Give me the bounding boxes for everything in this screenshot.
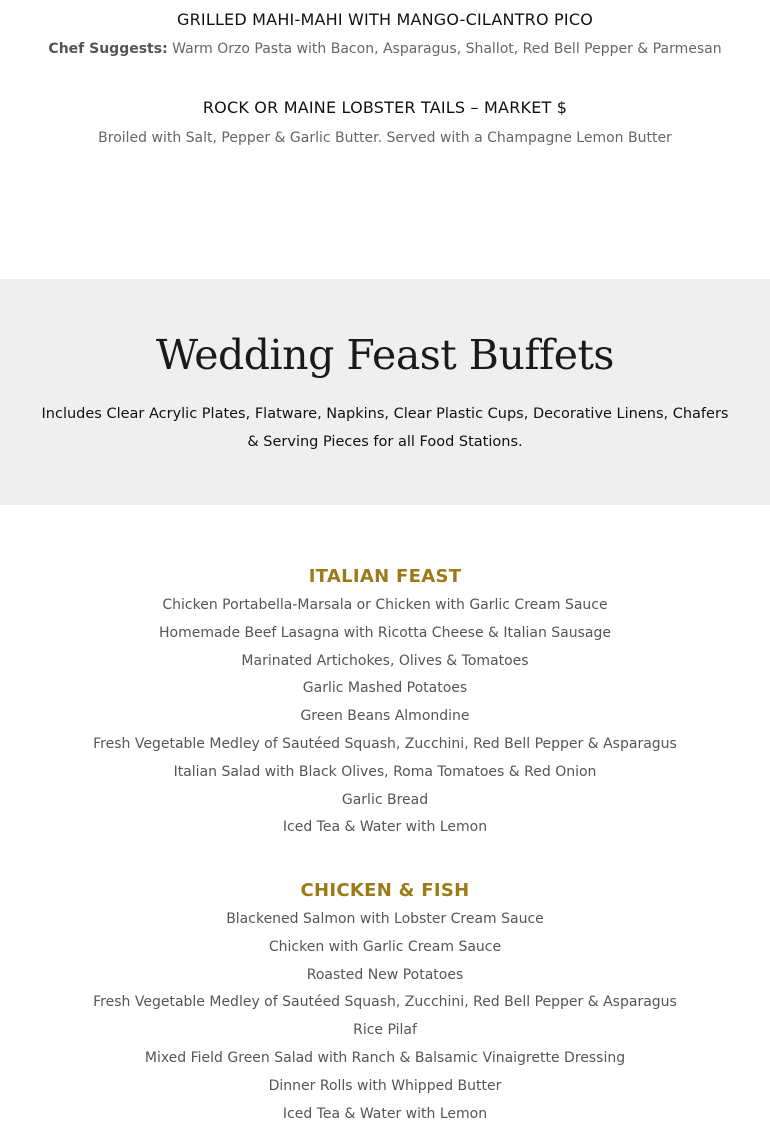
- menu-item: Fresh Vegetable Medley of Sautéed Squash, Zucchini, Red Bell Pepper & Asparagus: [93, 735, 677, 752]
- menu-chicken-fish: [0, 876, 770, 1128]
- chef-suggests-text: Warm Orzo Pasta with Bacon, Asparagus, Shallot, Red Bell Pepper & Parmesan: [167, 41, 722, 57]
- menu-item: Garlic Bread: [341, 791, 429, 808]
- menu-item: Roasted New Potatoes: [306, 966, 464, 983]
- menu-item: Garlic Mashed Potatoes: [302, 680, 468, 697]
- menu-item: Fresh Vegetable Medley of Sautéed Squash, Zucchini, Red Bell Pepper & Asparagus: [93, 994, 677, 1011]
- menu-item: Chicken Portabella-Marsala or Chicken with Garlic Cream Sauce: [162, 597, 608, 613]
- menu-item: Marinated Artichokes, Olives & Tomatoes: [241, 652, 529, 669]
- feast-intro-text: Includes Clear Acrylic Plates, Flatware, Napkins, Clear Plastic Cups, Decorative Linens, Chafers & Serving Pieces for all Food Stations.: [41, 406, 729, 450]
- entree-description-lobster: Broiled with Salt, Pepper & Garlic Butter. Served with a Champagne Lemon Butter: [98, 130, 672, 146]
- chef-suggests-label: Chef Suggests:: [48, 41, 168, 57]
- entree-title-mahi: GRILLED MAHI-MAHI WITH MANGO-CILANTRO PICO: [177, 10, 593, 29]
- menu-item: Blackened Salmon with Lobster Cream Sauce: [226, 911, 544, 927]
- menu-italian-feast: [0, 562, 770, 842]
- menu-item-list: [0, 906, 770, 1128]
- menu-item: Chicken with Garlic Cream Sauce: [268, 938, 502, 955]
- menu-item: Iced Tea & Water with Lemon: [282, 819, 488, 836]
- menu-item: Dinner Rolls with Whipped Butter: [268, 1077, 502, 1094]
- menu-item: Rice Pilaf: [353, 1022, 417, 1039]
- menu-item: Homemade Beef Lasagna with Ricotta Cheese & Italian Sausage: [159, 624, 611, 641]
- entree-description-mahi: [0, 41, 770, 57]
- menu-item: Green Beans Almondine: [300, 708, 470, 725]
- menu-item-list: [0, 592, 770, 842]
- entree-section: [0, 0, 770, 279]
- entree-title-lobster: ROCK OR MAINE LOBSTER TAILS – MARKET $: [202, 98, 568, 117]
- menu-item: Iced Tea & Water with Lemon: [282, 1105, 488, 1122]
- menu-item: Italian Salad with Black Olives, Roma Tomatoes & Red Onion: [173, 763, 597, 780]
- menu-title: CHICKEN & FISH: [300, 880, 470, 901]
- menu-item: Mixed Field Green Salad with Ranch & Balsamic Vinaigrette Dressing: [144, 1049, 626, 1066]
- feast-heading: Wedding Feast Buffets: [156, 331, 614, 379]
- feast-banner: [0, 279, 770, 505]
- menu-title: ITALIAN FEAST: [308, 566, 462, 587]
